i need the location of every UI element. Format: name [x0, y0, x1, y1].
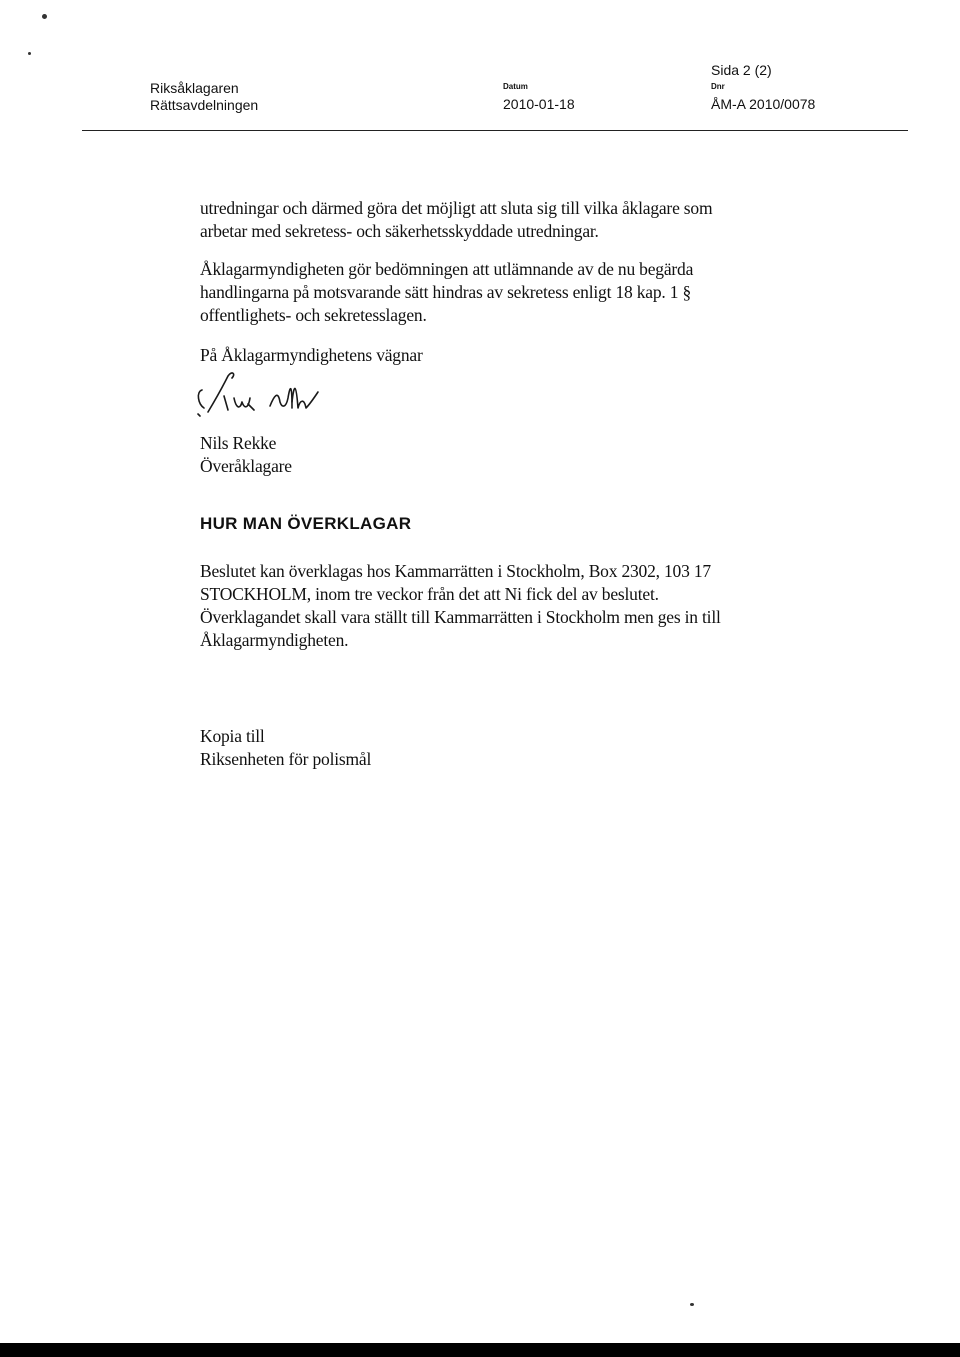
signer-title: Överåklagare [200, 456, 292, 476]
document-date: 2010-01-18 [503, 96, 575, 112]
text-line: utredningar och därmed göra det möjligt att sluta sig till vilka åklagare som [200, 198, 713, 218]
ref-label: Dnr [711, 82, 725, 91]
text-line: handlingarna på motsvarande sätt hindras av sekretess enligt 18 kap. 1 § [200, 282, 692, 302]
text-line: Åklagarmyndigheten gör bedömningen att utlämnande av de nu begärda [200, 259, 694, 279]
scan-speck [28, 52, 31, 55]
scan-speck [690, 1303, 694, 1306]
text-line: Beslutet kan överklagas hos Kammarrätten i Stockholm, Box 2302, 103 17 [200, 561, 711, 581]
text-line: arbetar med sekretess- och säkerhetsskyddade utredningar. [200, 221, 599, 241]
on-behalf-line: På Åklagarmyndighetens vägnar [200, 345, 423, 365]
appeal-text [200, 560, 800, 652]
scan-edge-bar [0, 1343, 960, 1357]
header-divider [82, 130, 908, 131]
paragraph-2 [200, 258, 800, 327]
text-line: Åklagarmyndigheten. [200, 630, 349, 650]
text-line: STOCKHOLM, inom tre veckor från det att Ni fick del av beslutet. [200, 584, 659, 604]
date-label: Datum [503, 82, 528, 91]
handwritten-signature [188, 368, 328, 428]
text-line: offentlighets- och sekretesslagen. [200, 305, 427, 325]
org-name: Riksåklagaren [150, 80, 239, 96]
appeal-heading: HUR MAN ÖVERKLAGAR [200, 514, 412, 533]
copy-label: Kopia till [200, 726, 265, 746]
signer-name: Nils Rekke [200, 433, 277, 453]
department: Rättsavdelningen [150, 97, 259, 113]
page-number: Sida 2 (2) [711, 62, 772, 78]
copy-recipient: Riksenheten för polismål [200, 749, 372, 769]
reference-number: ÅM-A 2010/0078 [711, 96, 816, 112]
text-line: Överklagandet skall vara ställt till Kammarrätten i Stockholm men ges in till [200, 607, 721, 627]
scan-speck [42, 14, 47, 19]
paragraph-1 [200, 197, 800, 243]
